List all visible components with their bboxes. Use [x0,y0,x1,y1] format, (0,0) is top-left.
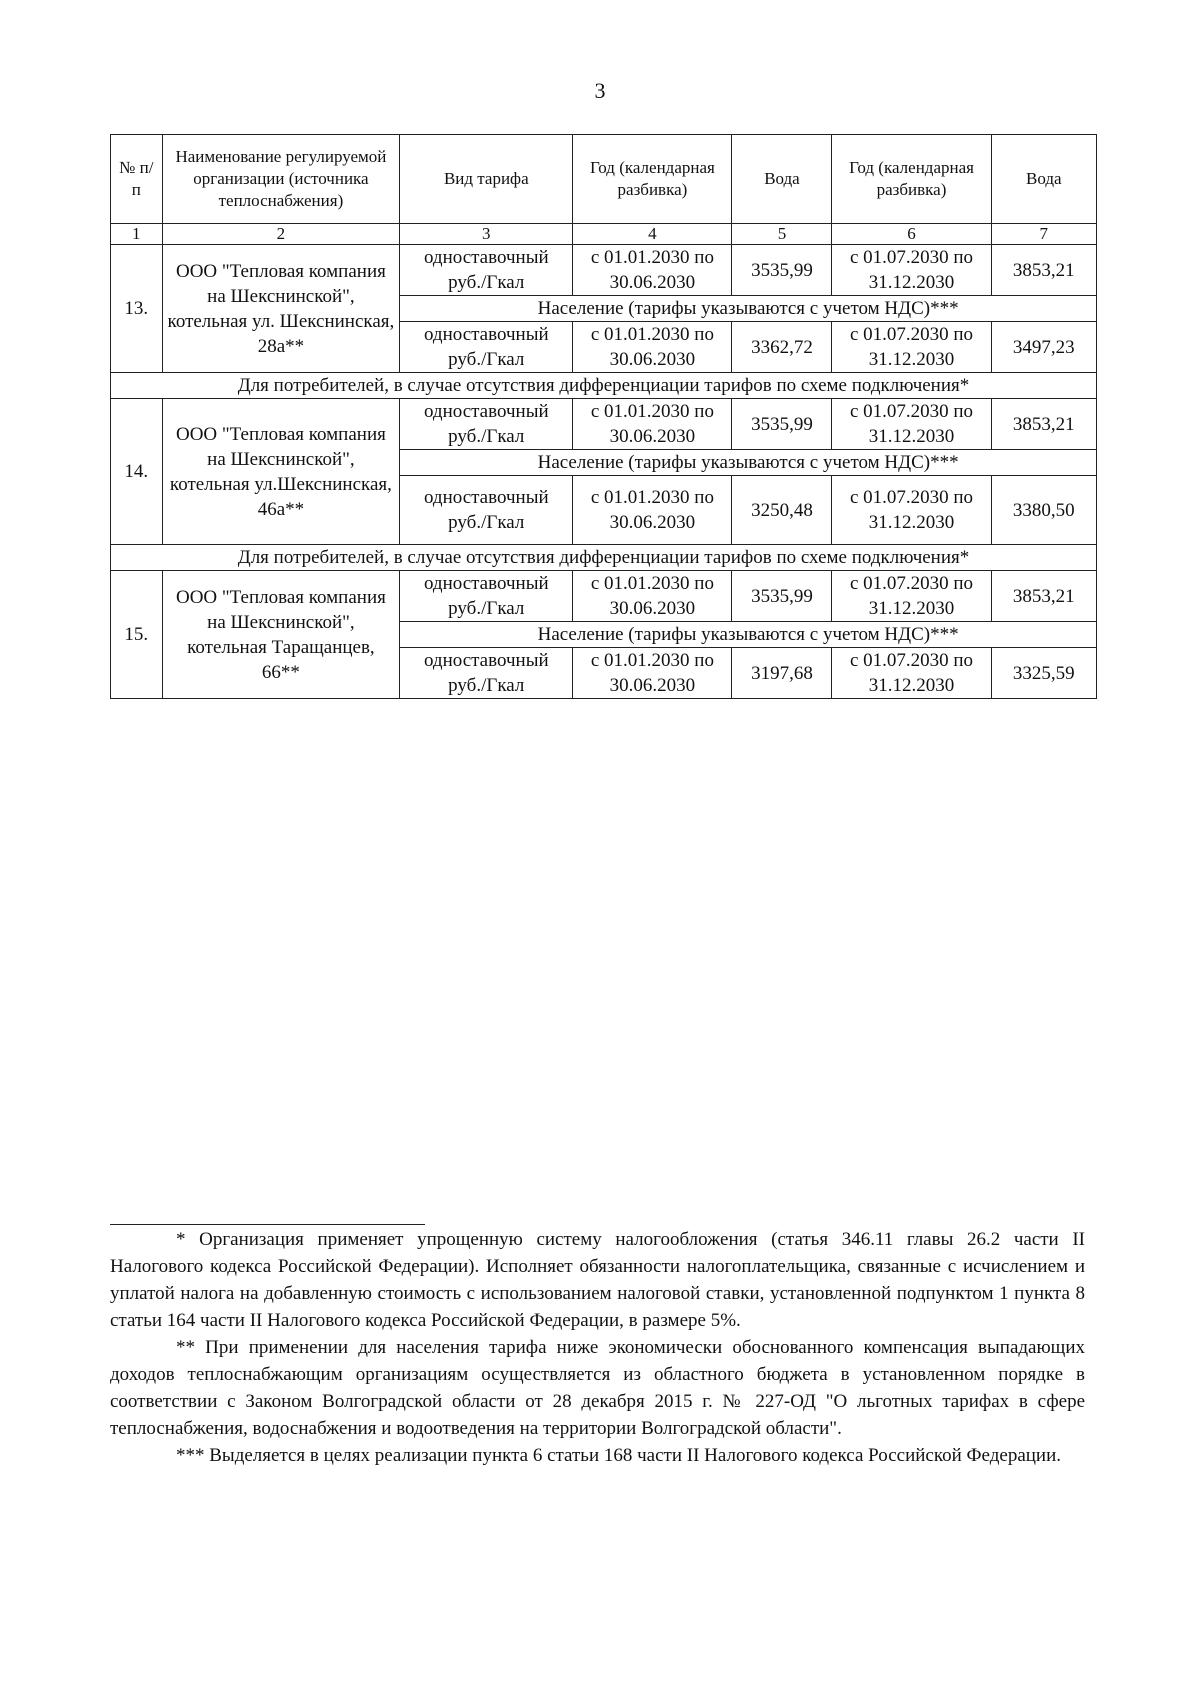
footnote-1: * Организация применяет упрощенную систему налогообложения (статья 346.11 главы 26.2 части II Налогового кодекса Российской Федерации). Исполняет обязанности налогоплательщика, связанные с исчислением и уплатой налога на добавленную стоимость с использованием налоговой ставки, установленной подпунктом 1 пункта 8 статьи 164 части II Налогового кодекса Российской Федерации, в размере 5%. [110,1229,1085,1331]
col-number: 7 [991,224,1096,245]
footnote-divider [110,1224,425,1225]
header-organization: Наименование регулируемой организации (источника теплоснабжения) [162,135,400,224]
water-value-2: 3853,21 [991,399,1096,450]
period-2: с 01.07.2030 по 31.12.2030 [832,648,991,699]
col-number: 6 [832,224,991,245]
table-row [111,245,1097,296]
water-value-2: 3853,21 [991,571,1096,622]
col-number: 5 [732,224,832,245]
water-value-1: 3535,99 [732,399,832,450]
population-note: Население (тарифы указываются с учетом НДС)*** [400,622,1097,648]
period-1: с 01.01.2030 по 30.06.2030 [573,322,732,373]
water-value-1: 3197,68 [732,648,832,699]
tariff-type: одноставочный руб./Гкал [400,571,573,622]
period-2: с 01.07.2030 по 31.12.2030 [832,245,991,296]
consumers-note: Для потребителей, в случае отсутствия дифференциации тарифов по схеме подключения* [111,545,1097,571]
tariff-type: одноставочный руб./Гкал [400,648,573,699]
organization-name: ООО "Тепловая компания на Шекснинской", котельная ул.Шекснинская, 46а** [162,399,400,545]
row-number: 13. [111,245,163,373]
water-value-2: 3380,50 [991,476,1096,545]
header-period-2: Год (календарная разбивка) [832,135,991,224]
period-1: с 01.01.2030 по 30.06.2030 [573,245,732,296]
footnote-2: ** При применении для населения тарифа ниже экономически обоснованного компенсация выпадающих доходов теплоснабжающим организациям осуществляется из областного бюджета в установленном порядке в соответствии с Законом Волгоградской области от 28 декабря 2015 г. № 227-ОД "О льготных тарифах в сфере теплоснабжения, водоснабжения и водоотведения на территории Волгоградской области". [110,1337,1085,1439]
col-number: 4 [573,224,732,245]
col-number: 2 [162,224,400,245]
population-note: Население (тарифы указываются с учетом НДС)*** [400,296,1097,322]
row-number: 15. [111,571,163,699]
footnote-3: *** Выделяется в целях реализации пункта 6 статьи 168 части II Налогового кодекса Российской Федерации. [176,1445,1062,1466]
water-value-2: 3497,23 [991,322,1096,373]
organization-name: ООО "Тепловая компания на Шекснинской", котельная Таращанцев, 66** [162,571,400,699]
table-header-row [111,135,1097,224]
population-note: Население (тарифы указываются с учетом НДС)*** [400,450,1097,476]
column-number-row [111,224,1097,245]
water-value-1: 3362,72 [732,322,832,373]
tariff-type: одноставочный руб./Гкал [400,476,573,545]
water-value-1: 3250,48 [732,476,832,545]
period-1: с 01.01.2030 по 30.06.2030 [573,476,732,545]
period-1: с 01.01.2030 по 30.06.2030 [573,571,732,622]
header-water-2: Вода [991,135,1096,224]
header-period-1: Год (календарная разбивка) [573,135,732,224]
header-tariff-type: Вид тарифа [400,135,573,224]
consumers-note-row [111,373,1097,399]
period-2: с 01.07.2030 по 31.12.2030 [832,322,991,373]
table-row [111,571,1097,622]
water-value-1: 3535,99 [732,571,832,622]
period-1: с 01.01.2030 по 30.06.2030 [573,648,732,699]
water-value-2: 3853,21 [991,245,1096,296]
consumers-note: Для потребителей, в случае отсутствия дифференциации тарифов по схеме подключения* [111,373,1097,399]
header-num: № п/п [111,135,163,224]
table-row [111,399,1097,450]
consumers-note-row [111,545,1097,571]
organization-name: ООО "Тепловая компания на Шекснинской", котельная ул. Шекснинская, 28а** [162,245,400,373]
tariff-type: одноставочный руб./Гкал [400,322,573,373]
col-number: 3 [400,224,573,245]
water-value-1: 3535,99 [732,245,832,296]
page-number: 3 [594,78,606,103]
period-2: с 01.07.2030 по 31.12.2030 [832,399,991,450]
row-number: 14. [111,399,163,545]
col-number: 1 [111,224,163,245]
header-water-1: Вода [732,135,832,224]
tariff-table [110,134,1097,699]
footnotes [110,1226,1085,1469]
water-value-2: 3325,59 [991,648,1096,699]
period-2: с 01.07.2030 по 31.12.2030 [832,571,991,622]
period-1: с 01.01.2030 по 30.06.2030 [573,399,732,450]
period-2: с 01.07.2030 по 31.12.2030 [832,476,991,545]
tariff-type: одноставочный руб./Гкал [400,245,573,296]
tariff-type: одноставочный руб./Гкал [400,399,573,450]
